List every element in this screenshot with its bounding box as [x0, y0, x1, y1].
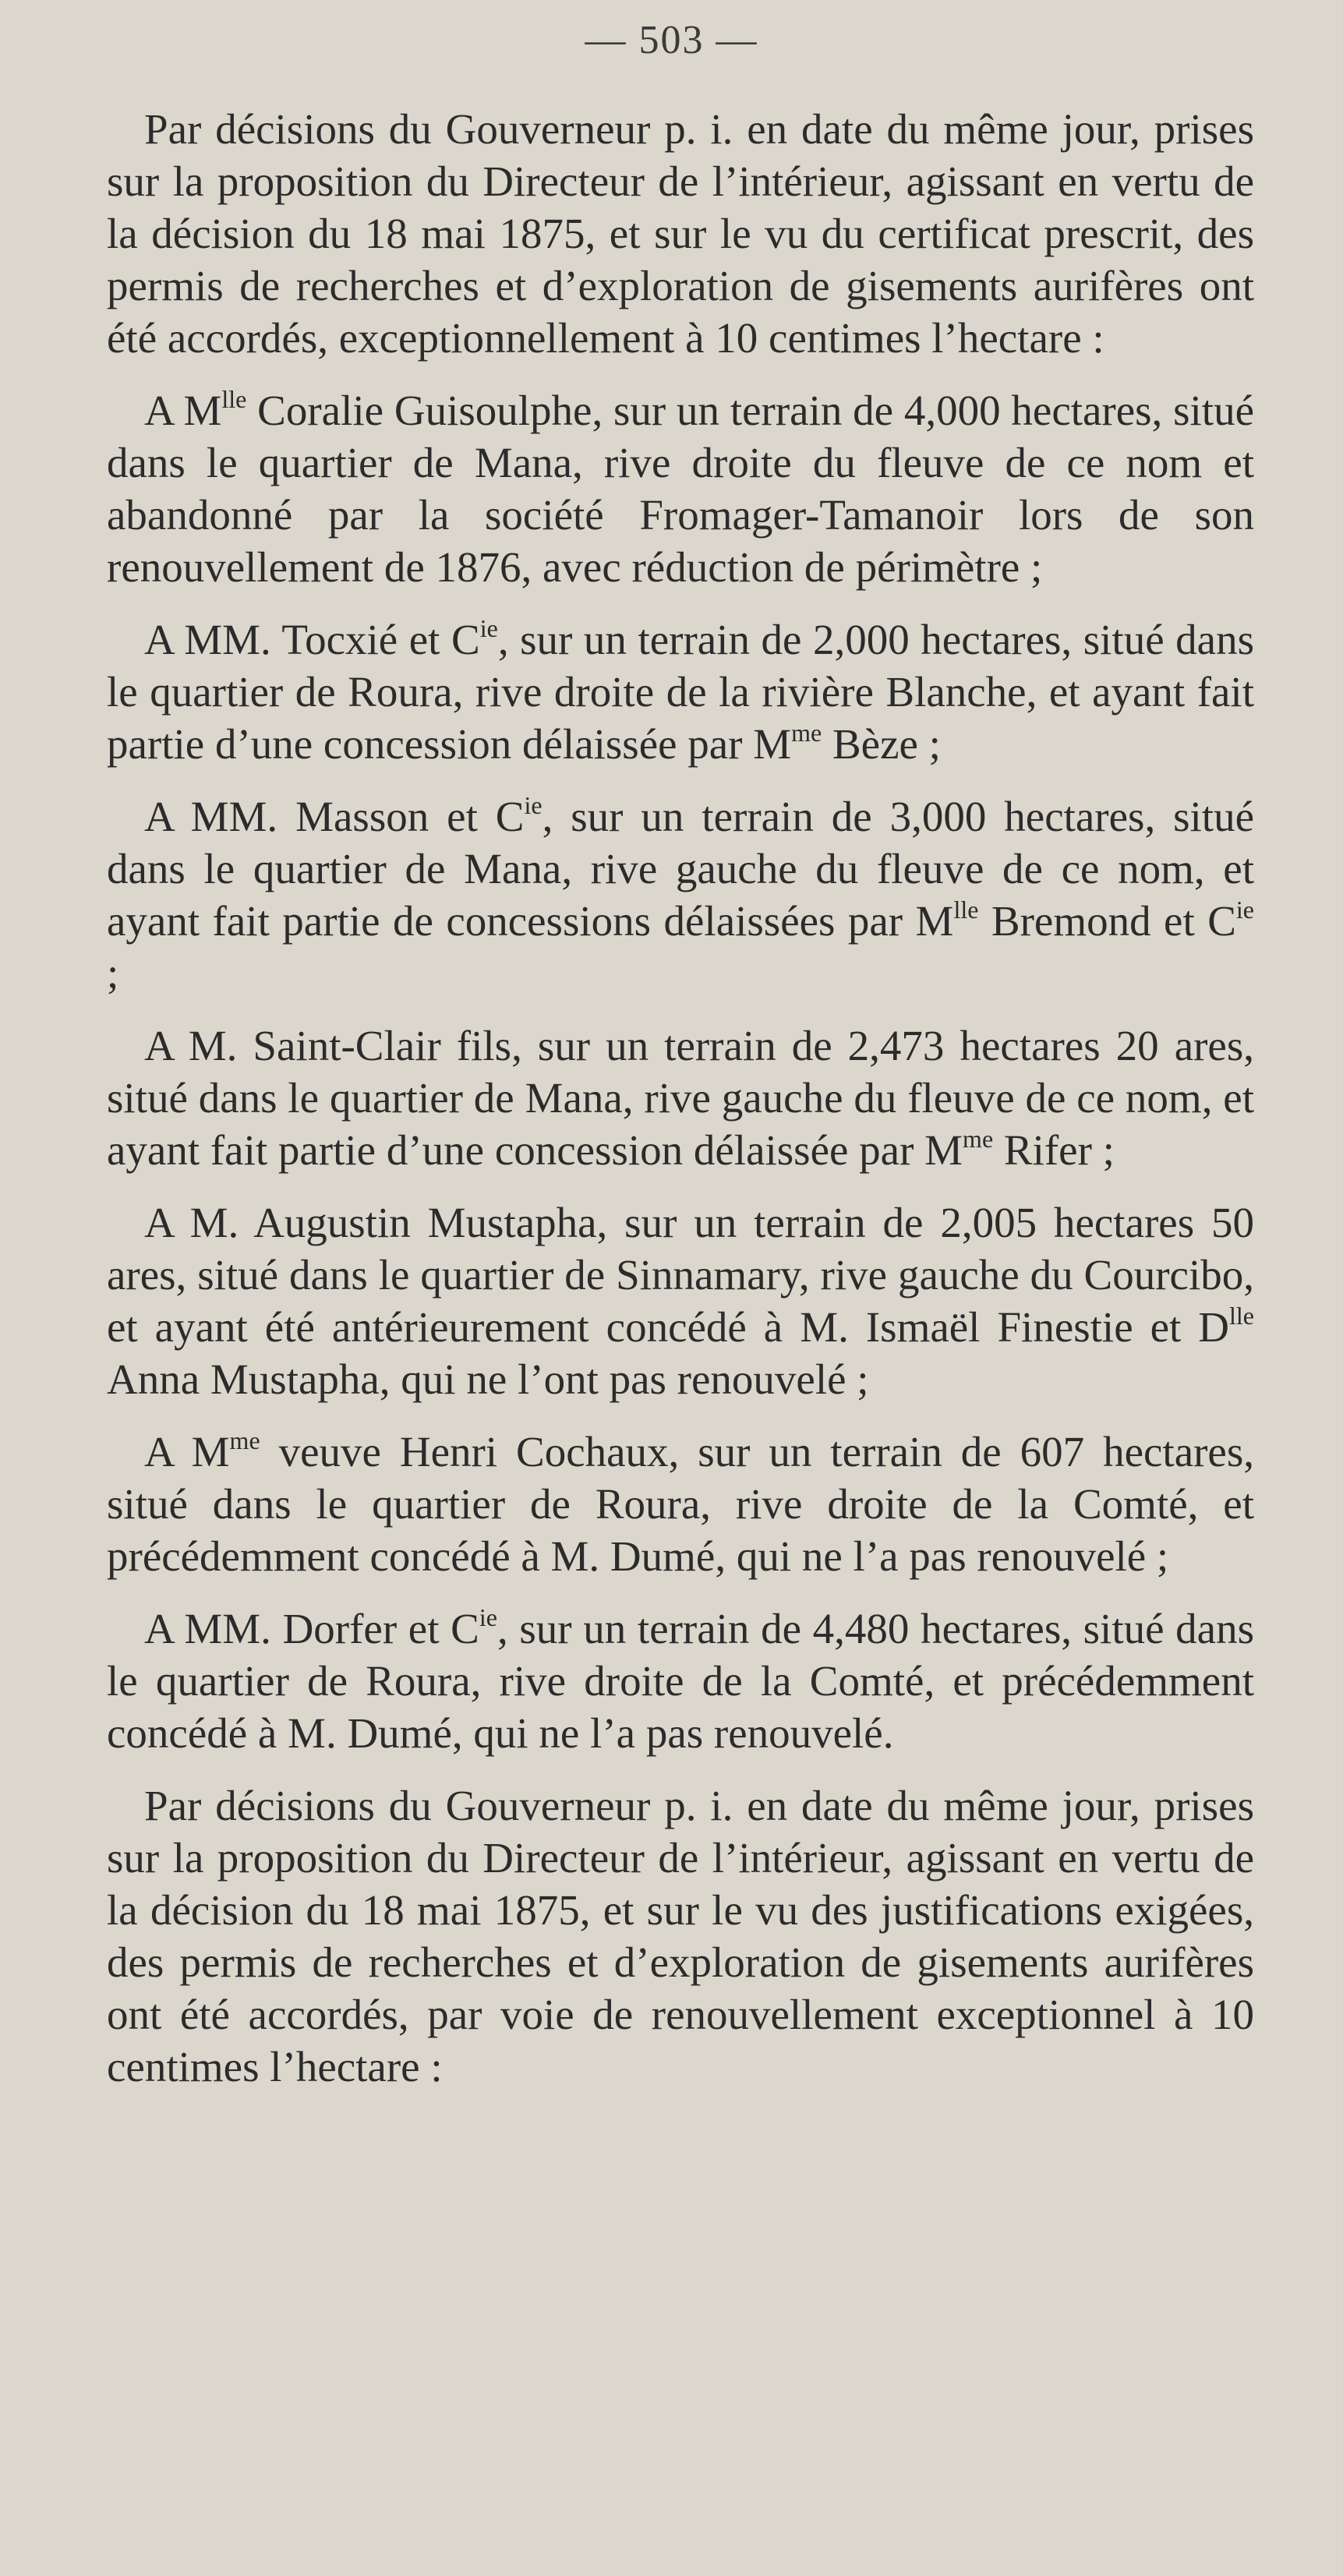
superscript-abbreviation: me [791, 719, 822, 747]
superscript-abbreviation: lle [1229, 1302, 1254, 1330]
paragraph-text: A M [144, 1428, 230, 1475]
superscript-abbreviation: ie [1235, 896, 1254, 924]
paragraph-text: A M [144, 387, 222, 434]
paragraph-text: Rifer ; [993, 1126, 1115, 1174]
paragraph [107, 384, 1254, 593]
paragraph-text: A M. Saint-Clair fils, sur un terrain de 2,473 hectares 20 ares, situé dans le quartier de Mana, rive gauche du fleuve de ce nom, et ayant fait partie d’une concession délaissée par M [107, 1022, 1254, 1174]
paragraph [107, 1019, 1254, 1176]
paragraph [107, 790, 1254, 999]
superscript-abbreviation: lle [953, 896, 979, 924]
superscript-abbreviation: ie [524, 791, 543, 819]
paragraph-text: Coralie Guisoulphe, sur un terrain de 4,000 hectares, situé dans le quartier de Mana, rive droite du fleuve de ce nom et abandonné par la société Fromager-Tamanoir lors de son renouvellement de 1876, avec réduction de périmètre ; [107, 387, 1254, 591]
paragraph-text: A M. Augustin Mustapha, sur un terrain de 2,005 hectares 50 ares, situé dans le quartier de Sinnamary, rive gauche du Courcibo, et ayant été antérieurement concédé à M. Ismaël Finestie et D [107, 1199, 1254, 1351]
paragraph [107, 1779, 1254, 2093]
paragraph [107, 1602, 1254, 1759]
paragraph-text: Par décisions du Gouverneur p. i. en date du même jour, prises sur la proposition du Directeur de l’intérieur, agissant en vertu de la décision du 18 mai 1875, et sur le vu des justifications exigées, des permis de recherches et d’exploration de gisements aurifères ont été accordés, par voie de renouvellement exceptionnel à 10 centimes l’hectare : [107, 1782, 1254, 2090]
paragraph [107, 613, 1254, 770]
paragraph-text: A MM. Tocxié et C [144, 616, 480, 663]
body-text [107, 103, 1254, 2113]
superscript-abbreviation: lle [221, 385, 247, 413]
paragraph [107, 1196, 1254, 1405]
paragraph-text: , sur un terrain de 2,000 hectares, situé dans le quartier de Roura, rive droite de la rivière Blanche, et ayant fait partie d’une concession délaissée par M [107, 616, 1254, 768]
paragraph-text: A MM. Dorfer et C [144, 1605, 479, 1652]
paragraph-text: Anna Mustapha, qui ne l’ont pas renouvelé ; [107, 1355, 869, 1403]
paragraph-text: veuve Henri Cochaux, sur un terrain de 607 hectares, situé dans le quartier de Roura, rive droite de la Comté, et précédemment concédé à M. Dumé, qui ne l’a pas renouvelé ; [107, 1428, 1254, 1580]
superscript-abbreviation: ie [479, 1603, 497, 1631]
paragraph [107, 1426, 1254, 1582]
paragraph-text: , sur un terrain de 3,000 hectares, situé dans le quartier de Mana, rive gauche du fleuve de ce nom, et ayant fait partie de concessions délaissées par M [107, 793, 1254, 945]
superscript-abbreviation: me [229, 1426, 260, 1454]
paragraph-text: Bremond et C [978, 897, 1236, 945]
paragraph-text: Par décisions du Gouverneur p. i. en date du même jour, prises sur la proposition du Directeur de l’intérieur, agissant en vertu de la décision du 18 mai 1875, et sur le vu du certificat prescrit, des permis de recherches et d’exploration de gisements aurifères ont été accordés, exceptionnellement à 10 centimes l’hectare : [107, 105, 1254, 362]
superscript-abbreviation: ie [479, 614, 498, 642]
paragraph-text: Bèze ; [822, 720, 941, 768]
page-number: — 503 — [585, 18, 758, 62]
paragraph [107, 103, 1254, 364]
paragraph-text: , sur un terrain de 4,480 hectares, situé dans le quartier de Roura, rive droite de la Comté, et précédemment concédé à M. Dumé, qui ne l’a pas renouvelé. [107, 1605, 1254, 1757]
paragraph-text: ; [107, 949, 119, 997]
superscript-abbreviation: me [963, 1125, 994, 1153]
paragraph-text: A MM. Masson et C [144, 793, 525, 840]
